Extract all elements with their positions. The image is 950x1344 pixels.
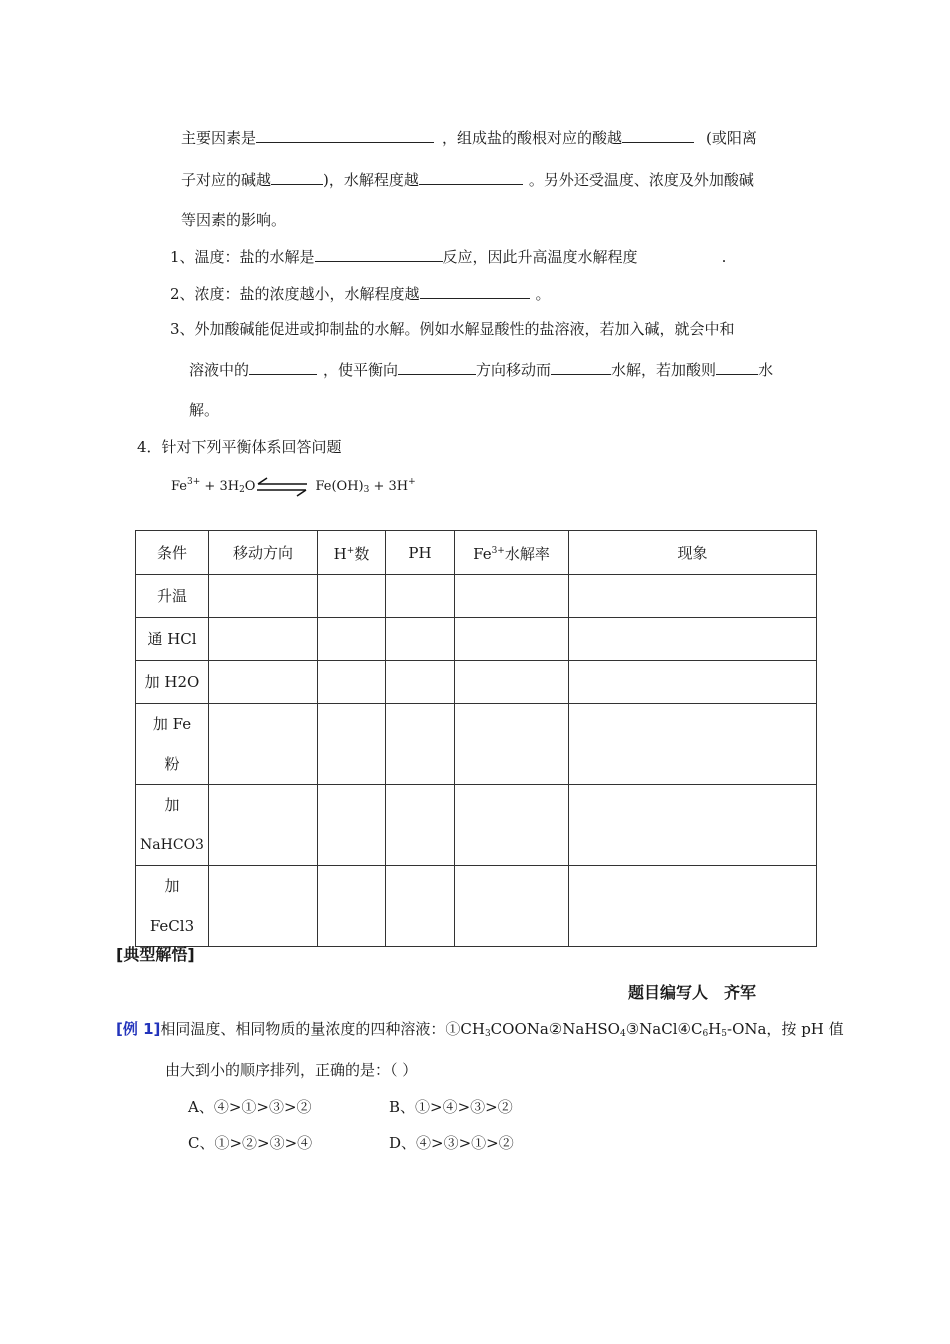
option-b[interactable]: B、①>④>③>② — [389, 1098, 513, 1116]
equilibrium-arrow-icon — [255, 477, 309, 498]
item-concentration — [170, 283, 551, 304]
row-label: 加 H2O — [136, 661, 209, 704]
intro-line-2 — [181, 169, 754, 190]
item-temperature — [170, 246, 726, 267]
header-fe-suffix: 水解率 — [504, 545, 550, 563]
table-header-row — [136, 531, 817, 575]
answer-cell[interactable] — [569, 618, 817, 661]
item-acid-base-line-2 — [189, 359, 773, 380]
example-text: -ONa，按 pH 值 — [727, 1020, 844, 1038]
answer-cell[interactable] — [386, 704, 455, 785]
item-text: 方向移动而 — [476, 361, 552, 379]
answer-cell[interactable] — [455, 866, 569, 947]
answer-cell[interactable] — [569, 785, 817, 866]
item-text: 水解，若加酸则 — [611, 361, 717, 379]
intro-text: 。另外还受温度、浓度及外加酸碱 — [528, 171, 754, 189]
option-d[interactable]: D、④>③>①>② — [389, 1134, 514, 1152]
row-label-line: 加 — [164, 877, 180, 895]
header-condition: 条件 — [136, 531, 209, 575]
table-row — [136, 575, 817, 618]
answer-cell[interactable] — [455, 575, 569, 618]
answer-cell[interactable] — [318, 704, 386, 785]
question-4-title — [137, 437, 342, 457]
fill-blank[interactable] — [271, 169, 323, 185]
option-a[interactable]: A、④>①>③>② — [188, 1098, 312, 1116]
subscript: 4 — [619, 1029, 626, 1039]
intro-line-1 — [181, 127, 757, 148]
answer-cell[interactable] — [455, 704, 569, 785]
answer-cell[interactable] — [569, 704, 817, 785]
eq-right-b: + 3H — [369, 479, 409, 494]
answer-cell[interactable] — [209, 866, 318, 947]
answer-cell[interactable] — [318, 575, 386, 618]
eq-left-rest: + 3H — [200, 479, 240, 494]
eq-fe-charge: 3+ — [187, 477, 201, 487]
row-label — [136, 866, 209, 947]
fill-blank[interactable] — [256, 127, 434, 143]
answer-cell[interactable] — [318, 661, 386, 704]
example-text: ③NaCl④C — [625, 1020, 703, 1038]
item-text: 解。 — [189, 401, 220, 419]
intro-text: )，水解程度越 — [323, 171, 419, 189]
intro-text: ，组成盐的酸根对应的酸越 — [442, 129, 623, 147]
author-line: 题目编写人 齐军 — [628, 983, 757, 1002]
item-text: 1、温度：盐的水解是 — [170, 248, 315, 266]
fill-blank[interactable] — [249, 359, 317, 375]
answer-cell[interactable] — [386, 618, 455, 661]
subscript: 3 — [484, 1029, 491, 1039]
example-label: [例 1] — [116, 1020, 161, 1038]
answer-cell[interactable] — [318, 618, 386, 661]
header-h-count — [318, 531, 386, 575]
intro-text: 等因素的影响。 — [181, 211, 287, 229]
row-label-line: 加 Fe — [152, 715, 192, 733]
item-acid-base — [170, 319, 735, 339]
fill-blank[interactable] — [419, 169, 523, 185]
answer-cell[interactable] — [569, 661, 817, 704]
subscript: 6 — [702, 1029, 709, 1039]
row-label: 升温 — [136, 575, 209, 618]
header-fe-charge: 3+ — [491, 546, 505, 556]
fill-blank[interactable] — [716, 359, 758, 375]
equilibrium-equation — [171, 472, 416, 500]
answer-cell[interactable] — [318, 785, 386, 866]
example-text: 相同温度、相同物质的量浓度的四种溶液：①CH — [160, 1020, 485, 1038]
answer-cell[interactable] — [209, 618, 318, 661]
eq-oh-sub: 3 — [363, 485, 370, 495]
answer-cell[interactable] — [209, 704, 318, 785]
fill-blank[interactable] — [398, 359, 476, 375]
subscript: 5 — [721, 1029, 727, 1039]
intro-text: (或阳离 — [706, 129, 757, 147]
row-label: 通 HCl — [136, 618, 209, 661]
answer-cell[interactable] — [569, 575, 817, 618]
fill-blank[interactable] — [551, 359, 611, 375]
answer-cell[interactable] — [318, 866, 386, 947]
answer-cell[interactable] — [209, 575, 318, 618]
intro-line-3 — [181, 210, 286, 230]
item-text: 水 — [758, 361, 774, 379]
item-acid-base-line-3 — [189, 400, 219, 420]
section-title: [典型解悟] — [116, 945, 195, 964]
header-fe-hydrolysis — [455, 531, 569, 575]
answer-cell[interactable] — [209, 661, 318, 704]
answer-cell[interactable] — [386, 785, 455, 866]
answer-cell[interactable] — [386, 575, 455, 618]
eq-fe: Fe — [171, 479, 188, 494]
answer-cell[interactable] — [455, 661, 569, 704]
row-label — [136, 704, 209, 785]
intro-text: 主要因素是 — [181, 129, 257, 147]
row-label-line: FeCl3 — [149, 917, 195, 935]
row-label-line: NaHCO3 — [140, 837, 204, 853]
item-text: . — [721, 248, 727, 266]
answer-cell[interactable] — [386, 866, 455, 947]
example-text: H — [708, 1020, 722, 1038]
option-c[interactable]: C、①>②>③>④ — [188, 1134, 313, 1152]
header-ph: PH — [386, 531, 455, 575]
table-row — [136, 704, 817, 785]
fill-blank[interactable] — [315, 246, 443, 262]
answer-cell[interactable] — [455, 785, 569, 866]
header-h-suffix: 数 — [354, 545, 370, 563]
item-text: 3、外加酸碱能促进或抑制盐的水解。例如水解显酸性的盐溶液，若加入碱，就会中和 — [170, 320, 735, 338]
eq-h-charge: + — [408, 477, 416, 487]
answer-cell[interactable] — [209, 785, 318, 866]
row-label — [136, 785, 209, 866]
table-row — [136, 866, 817, 947]
answer-cell[interactable] — [569, 866, 817, 947]
item-text: 。 — [535, 285, 551, 303]
eq-o: O — [244, 479, 256, 494]
question-text: 4．针对下列平衡体系回答问题 — [137, 438, 342, 456]
header-h-charge: + — [346, 546, 355, 556]
example-1-line-1 — [116, 1019, 844, 1044]
example-1-line-2: 由大到小的顺序排列，正确的是：（ ） — [165, 1061, 418, 1079]
item-text: 溶液中的 — [189, 361, 250, 379]
answer-cell[interactable] — [455, 618, 569, 661]
item-text: 2、浓度：盐的浓度越小，水解程度越 — [170, 285, 420, 303]
eq-h2o-sub: 2 — [239, 485, 245, 495]
equilibrium-table — [135, 530, 817, 947]
intro-text: 子对应的碱越 — [181, 171, 272, 189]
table-row — [136, 618, 817, 661]
row-label-line: 加 — [164, 796, 180, 814]
row-label-line: 粉 — [164, 755, 180, 773]
example-text: COONa②NaHSO — [490, 1020, 620, 1038]
item-text: ，使平衡向 — [323, 361, 399, 379]
fill-blank[interactable] — [622, 127, 694, 143]
header-fe: Fe — [473, 545, 492, 563]
table-row — [136, 661, 817, 704]
table-row — [136, 785, 817, 866]
item-text: 反应，因此升高温度水解程度 — [442, 248, 638, 266]
header-direction: 移动方向 — [209, 531, 318, 575]
answer-cell[interactable] — [386, 661, 455, 704]
header-h: H — [333, 545, 347, 563]
fill-blank[interactable] — [420, 283, 530, 299]
header-phenomenon: 现象 — [569, 531, 817, 575]
eq-right-a: Fe(OH) — [315, 479, 364, 494]
